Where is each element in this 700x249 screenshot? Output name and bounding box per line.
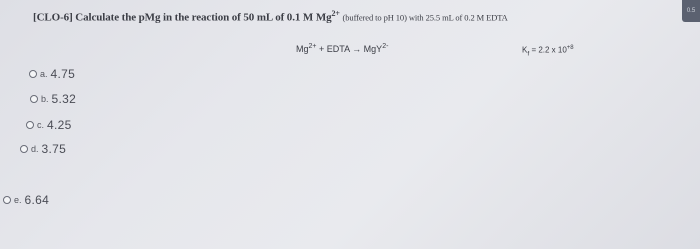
option-a-letter: a. xyxy=(40,69,48,79)
corner-badge: 0.5 xyxy=(682,0,700,22)
option-c[interactable] xyxy=(26,118,72,132)
question-tag: [CLO-6] xyxy=(33,11,73,24)
product: MgY xyxy=(363,44,383,54)
radio-e[interactable] xyxy=(3,196,11,204)
option-d[interactable] xyxy=(20,142,66,156)
option-e[interactable] xyxy=(3,193,49,207)
arrow-icon: → xyxy=(352,44,362,54)
question-tail: (buffered to pH 10) with 25.5 mL of 0.2 M EDTA xyxy=(342,12,508,23)
option-c-letter: c. xyxy=(37,120,45,130)
option-b-letter: b. xyxy=(41,94,49,104)
ligand: EDTA xyxy=(326,44,350,54)
kf-eq: = 2.2 x 10 xyxy=(531,45,567,55)
question-text xyxy=(33,9,681,24)
radio-c[interactable] xyxy=(26,121,34,129)
formation-constant xyxy=(522,45,574,57)
option-e-value: 6.64 xyxy=(24,193,50,207)
option-d-value: 3.75 xyxy=(41,142,67,156)
question-main: Calculate the pMg in the reaction of 50 mL of 0.1 M Mg xyxy=(75,11,332,24)
option-b-value: 5.32 xyxy=(51,92,77,106)
option-d-letter: d. xyxy=(31,144,39,154)
option-a-value: 4.75 xyxy=(50,67,76,81)
mg-charge: 2+ xyxy=(331,9,340,18)
radio-a[interactable] xyxy=(29,70,37,78)
kf-subscript: f xyxy=(527,50,530,58)
radio-b[interactable] xyxy=(30,95,38,103)
kf-label: K xyxy=(522,45,528,55)
option-b[interactable] xyxy=(30,92,76,106)
reactant-charge: 2+ xyxy=(308,43,317,50)
option-a[interactable] xyxy=(29,67,75,81)
kf-exponent: +8 xyxy=(566,45,574,51)
option-c-value: 4.25 xyxy=(47,118,72,132)
reaction-equation xyxy=(296,43,388,54)
plus-sign: + xyxy=(319,44,325,54)
option-e-letter: e. xyxy=(14,195,22,205)
product-charge: 2- xyxy=(382,43,389,50)
radio-d[interactable] xyxy=(20,145,28,153)
reactant: Mg xyxy=(296,44,309,54)
